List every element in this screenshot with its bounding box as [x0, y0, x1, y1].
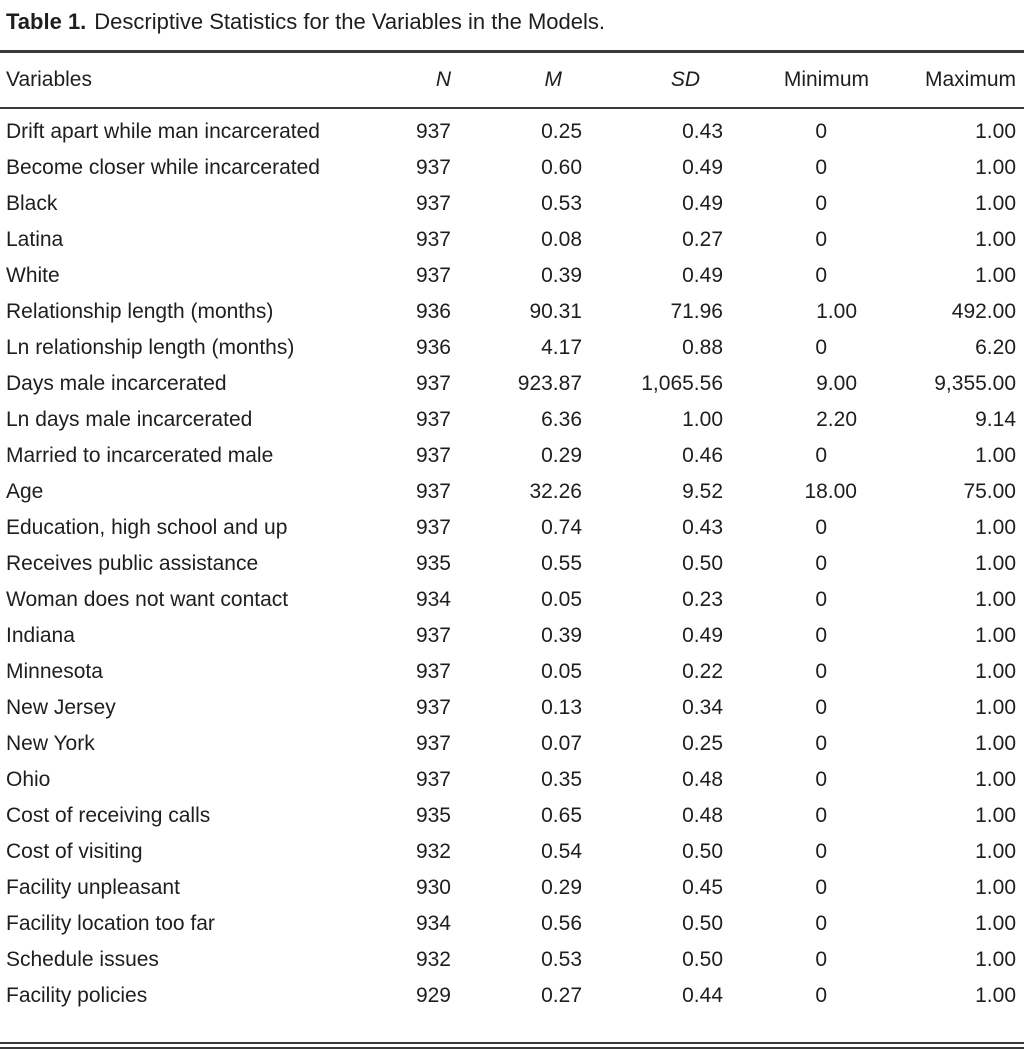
- cell-minimum: 0: [815, 696, 827, 719]
- cell-minimum: 18.00: [804, 480, 857, 503]
- cell-m: 0.07: [541, 732, 582, 755]
- table-row: [0, 546, 1024, 582]
- cell-minimum: 0: [815, 120, 827, 143]
- table-row: [0, 762, 1024, 798]
- cell-sd: 0.49: [682, 192, 723, 215]
- cell-variable: Ln relationship length (months): [6, 336, 295, 359]
- cell-variable: Become closer while incarcerated: [6, 156, 320, 179]
- cell-m: 0.39: [541, 624, 582, 647]
- cell-minimum: 1.00: [816, 300, 857, 323]
- table-row: [0, 726, 1024, 762]
- cell-m: 0.05: [541, 660, 582, 683]
- cell-variable: Education, high school and up: [6, 516, 288, 539]
- cell-maximum: 75.00: [963, 480, 1016, 503]
- cell-n: 937: [415, 516, 451, 539]
- cell-variable: Facility policies: [6, 984, 148, 1007]
- cell-maximum: 1.00: [975, 876, 1016, 899]
- cell-n: 930: [415, 876, 451, 899]
- cell-maximum: 1.00: [975, 120, 1016, 143]
- cell-m: 0.35: [541, 768, 582, 791]
- cell-m: 0.25: [541, 120, 582, 143]
- col-header-n: N: [381, 53, 473, 108]
- cell-n: 937: [415, 372, 451, 395]
- col-header-minimum: Minimum: [732, 53, 881, 108]
- cell-sd: 0.50: [682, 912, 723, 935]
- cell-variable: Drift apart while man incarcerated: [6, 120, 320, 143]
- cell-maximum: 1.00: [975, 624, 1016, 647]
- cell-n: 937: [415, 408, 451, 431]
- cell-variable: Relationship length (months): [6, 300, 274, 323]
- cell-m: 0.53: [541, 192, 582, 215]
- cell-m: 0.55: [541, 552, 582, 575]
- cell-sd: 0.34: [682, 696, 723, 719]
- cell-variable: Woman does not want contact: [6, 588, 289, 611]
- table-row: [0, 186, 1024, 222]
- table-header: [0, 53, 1024, 108]
- table-row: [0, 402, 1024, 438]
- cell-minimum: 0: [815, 192, 827, 215]
- cell-minimum: 0: [815, 264, 827, 287]
- cell-sd: 0.27: [682, 228, 723, 251]
- cell-sd: 0.48: [682, 768, 723, 791]
- cell-n: 937: [415, 660, 451, 683]
- cell-maximum: 1.00: [975, 156, 1016, 179]
- cell-n: 937: [415, 444, 451, 467]
- cell-n: 937: [415, 228, 451, 251]
- cell-variable: Cost of receiving calls: [6, 804, 211, 827]
- cell-n: 932: [415, 948, 451, 971]
- table-row: [0, 942, 1024, 978]
- col-header-maximum: Maximum: [881, 53, 1024, 108]
- cell-minimum: 0: [815, 552, 827, 575]
- cell-maximum: 1.00: [975, 696, 1016, 719]
- cell-n: 937: [415, 120, 451, 143]
- table-row: [0, 906, 1024, 942]
- cell-sd: 1.00: [682, 408, 723, 431]
- cell-n: 937: [415, 768, 451, 791]
- table-number: Table 1.: [6, 9, 87, 34]
- cell-maximum: 1.00: [975, 228, 1016, 251]
- table-row: [0, 474, 1024, 510]
- cell-maximum: 1.00: [975, 804, 1016, 827]
- cell-variable: Ohio: [6, 768, 51, 791]
- cell-sd: 0.25: [682, 732, 723, 755]
- cell-m: 0.74: [541, 516, 582, 539]
- cell-minimum: 9.00: [816, 372, 857, 395]
- table-body: [0, 108, 1024, 1014]
- cell-minimum: 0: [815, 876, 827, 899]
- cell-m: 90.31: [529, 300, 582, 323]
- cell-m: 0.53: [541, 948, 582, 971]
- cell-minimum: 2.20: [816, 408, 857, 431]
- cell-n: 935: [415, 552, 451, 575]
- cell-minimum: 0: [815, 948, 827, 971]
- cell-n: 937: [415, 192, 451, 215]
- col-header-m: M: [473, 53, 592, 108]
- cell-maximum: 1.00: [975, 264, 1016, 287]
- cell-sd: 0.88: [682, 336, 723, 359]
- cell-maximum: 1.00: [975, 840, 1016, 863]
- cell-m: 0.54: [541, 840, 582, 863]
- cell-sd: 0.22: [682, 660, 723, 683]
- cell-minimum: 0: [815, 156, 827, 179]
- cell-sd: 0.50: [682, 840, 723, 863]
- table-row: [0, 690, 1024, 726]
- cell-maximum: 1.00: [975, 192, 1016, 215]
- cell-minimum: 0: [815, 768, 827, 791]
- cell-sd: 0.46: [682, 444, 723, 467]
- cell-m: 0.27: [541, 984, 582, 1007]
- cell-maximum: 1.00: [975, 588, 1016, 611]
- cell-minimum: 0: [815, 516, 827, 539]
- cell-m: 32.26: [529, 480, 582, 503]
- cell-variable: Indiana: [6, 624, 75, 647]
- cell-minimum: 0: [815, 912, 827, 935]
- cell-maximum: 1.00: [975, 984, 1016, 1007]
- cell-maximum: 1.00: [975, 552, 1016, 575]
- cell-m: 0.56: [541, 912, 582, 935]
- cell-m: 6.36: [541, 408, 582, 431]
- cell-variable: Receives public assistance: [6, 552, 259, 575]
- cell-variable: Days male incarcerated: [6, 372, 227, 395]
- cell-n: 932: [415, 840, 451, 863]
- cell-sd: 0.49: [682, 264, 723, 287]
- cell-m: 0.08: [541, 228, 582, 251]
- cell-variable: Cost of visiting: [6, 840, 143, 863]
- cell-minimum: 0: [815, 624, 827, 647]
- cell-variable: New York: [6, 732, 95, 755]
- cell-sd: 0.23: [682, 588, 723, 611]
- bottom-rule: [0, 1042, 1024, 1049]
- descriptive-statistics-table: [0, 53, 1024, 1014]
- col-header-sd: SD: [592, 53, 732, 108]
- cell-variable: Latina: [6, 228, 64, 251]
- table-caption: [0, 8, 1024, 50]
- cell-m: 0.29: [541, 444, 582, 467]
- cell-variable: Married to incarcerated male: [6, 444, 274, 467]
- cell-sd: 71.96: [670, 300, 723, 323]
- cell-n: 937: [415, 156, 451, 179]
- cell-maximum: 1.00: [975, 948, 1016, 971]
- cell-m: 4.17: [541, 336, 582, 359]
- table-row: [0, 366, 1024, 402]
- cell-sd: 0.50: [682, 552, 723, 575]
- table-row: [0, 258, 1024, 294]
- cell-maximum: 9.14: [975, 408, 1016, 431]
- cell-maximum: 1.00: [975, 912, 1016, 935]
- table-row: [0, 870, 1024, 906]
- cell-n: 929: [415, 984, 451, 1007]
- header-row: [0, 53, 1024, 108]
- cell-m: 0.13: [541, 696, 582, 719]
- table-row: [0, 582, 1024, 618]
- cell-maximum: 6.20: [975, 336, 1016, 359]
- table-row: [0, 294, 1024, 330]
- cell-m: 0.60: [541, 156, 582, 179]
- cell-n: 937: [415, 732, 451, 755]
- cell-n: 935: [415, 804, 451, 827]
- cell-n: 934: [415, 912, 451, 935]
- cell-minimum: 0: [815, 228, 827, 251]
- cell-n: 936: [415, 336, 451, 359]
- cell-m: 0.39: [541, 264, 582, 287]
- cell-n: 936: [415, 300, 451, 323]
- cell-variable: Schedule issues: [6, 948, 159, 971]
- cell-sd: 0.43: [682, 120, 723, 143]
- cell-variable: New Jersey: [6, 696, 116, 719]
- cell-maximum: 1.00: [975, 516, 1016, 539]
- cell-n: 937: [415, 264, 451, 287]
- bottom-spacer: [0, 1014, 1024, 1042]
- cell-sd: 9.52: [682, 480, 723, 503]
- cell-m: 923.87: [517, 372, 582, 395]
- cell-maximum: 492.00: [951, 300, 1016, 323]
- cell-maximum: 9,355.00: [934, 372, 1016, 395]
- cell-sd: 1,065.56: [641, 372, 723, 395]
- table-row: [0, 108, 1024, 150]
- cell-sd: 0.44: [682, 984, 723, 1007]
- table-row: [0, 510, 1024, 546]
- cell-maximum: 1.00: [975, 660, 1016, 683]
- table-row: [0, 618, 1024, 654]
- cell-minimum: 0: [815, 444, 827, 467]
- cell-maximum: 1.00: [975, 768, 1016, 791]
- cell-n: 937: [415, 696, 451, 719]
- cell-variable: Black: [6, 192, 58, 215]
- table-row: [0, 798, 1024, 834]
- cell-n: 937: [415, 480, 451, 503]
- cell-variable: Facility location too far: [6, 912, 215, 935]
- cell-minimum: 0: [815, 660, 827, 683]
- table-row: [0, 222, 1024, 258]
- col-header-variables: Variables: [0, 53, 381, 108]
- table-row: [0, 654, 1024, 690]
- cell-m: 0.65: [541, 804, 582, 827]
- cell-variable: Facility unpleasant: [6, 876, 180, 899]
- cell-minimum: 0: [815, 336, 827, 359]
- cell-sd: 0.49: [682, 624, 723, 647]
- cell-sd: 0.45: [682, 876, 723, 899]
- cell-minimum: 0: [815, 588, 827, 611]
- cell-minimum: 0: [815, 804, 827, 827]
- table-row: [0, 834, 1024, 870]
- cell-sd: 0.49: [682, 156, 723, 179]
- cell-sd: 0.43: [682, 516, 723, 539]
- cell-variable: White: [6, 264, 60, 287]
- cell-minimum: 0: [815, 732, 827, 755]
- cell-minimum: 0: [815, 840, 827, 863]
- cell-sd: 0.48: [682, 804, 723, 827]
- cell-n: 934: [415, 588, 451, 611]
- cell-m: 0.29: [541, 876, 582, 899]
- table-caption-text: Descriptive Statistics for the Variables in the Models.: [94, 9, 605, 34]
- cell-variable: Ln days male incarcerated: [6, 408, 253, 431]
- cell-m: 0.05: [541, 588, 582, 611]
- cell-maximum: 1.00: [975, 732, 1016, 755]
- cell-variable: Minnesota: [6, 660, 103, 683]
- table-row: [0, 150, 1024, 186]
- cell-maximum: 1.00: [975, 444, 1016, 467]
- cell-sd: 0.50: [682, 948, 723, 971]
- table-row: [0, 330, 1024, 366]
- cell-variable: Age: [6, 480, 44, 503]
- cell-n: 937: [415, 624, 451, 647]
- cell-minimum: 0: [815, 984, 827, 1007]
- table-row: [0, 438, 1024, 474]
